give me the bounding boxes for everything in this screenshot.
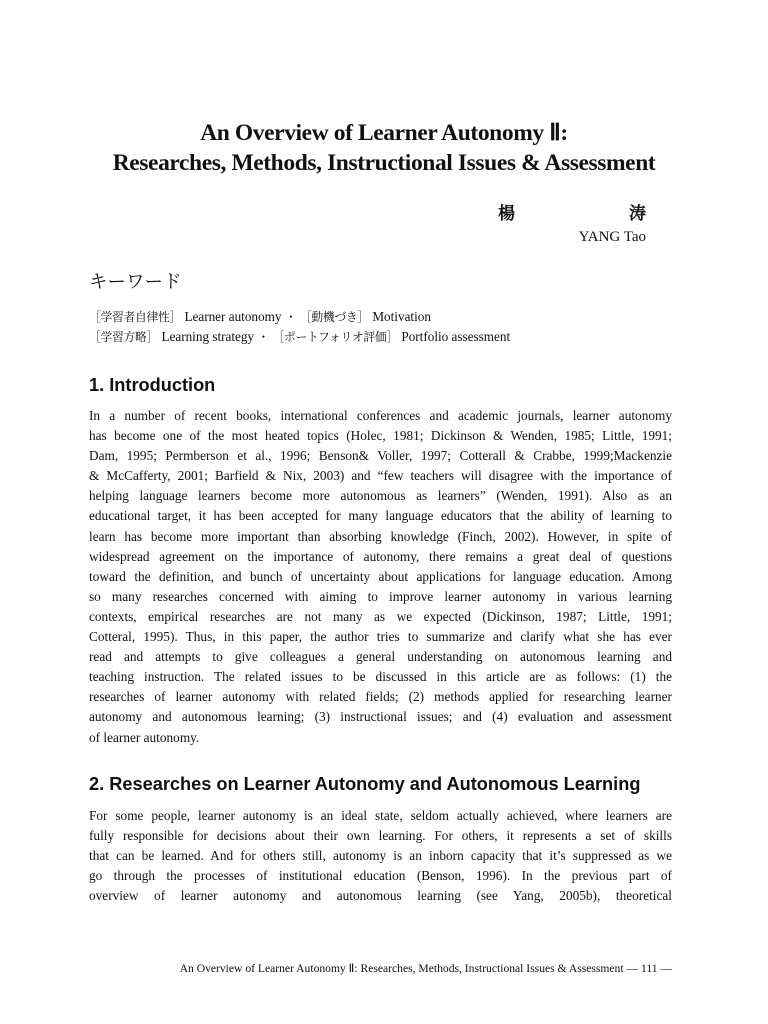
text-line: go through the processes of institutional education (Benson, 1996). In the previous part of [89, 868, 672, 884]
keyword-separator: ・ [257, 330, 270, 344]
section-heading-researches: 2. Researches on Learner Autonomy and Autonomous Learning [89, 774, 641, 794]
author-given-name: 涛 [629, 204, 646, 224]
text-line: helping language learners become more autonomous as learners” (Wenden, 1991). Also as an [89, 488, 672, 504]
text-line: read and attempts to give colleagues a general understanding on autonomous learning and [89, 649, 672, 665]
keyword-ja: ［学習方略］ [89, 330, 158, 344]
text-line: educational target, it has been accepted for many language educators that the ability of learning to [89, 508, 672, 524]
page-footer [0, 961, 672, 977]
keyword-en: Motivation [372, 309, 431, 324]
paper-title [0, 118, 768, 178]
keyword-en: Learning strategy [161, 329, 255, 344]
keyword-separator: ・ [284, 310, 297, 324]
text-line: widespread agreement on the importance of autonomy, there remains a great deal of questions [89, 548, 672, 564]
text-line: overview of learner autonomy and autonomous learning (see Yang, 2005b), theoretical [89, 888, 672, 904]
keywords-heading: キーワード [89, 272, 182, 293]
keyword-en: Portfolio assessment [401, 329, 511, 344]
text-line: that can be learned. And for others still, autonomy is an inborn capacity that it’s suppressed as we [89, 848, 672, 864]
text-line: of learner autonomy. [89, 729, 200, 745]
text-line: teaching instruction. The related issues to be discussed in this article are as follows: (1) the [89, 669, 672, 685]
author-family-name: 楊 [498, 204, 515, 224]
introduction-paragraph [89, 406, 672, 748]
keyword-ja: ［動機づき］ [299, 310, 369, 324]
section-heading-introduction: 1. Introduction [89, 375, 216, 395]
researches-paragraph [89, 806, 672, 906]
text-line: so many researches concerned with aiming to improve learner autonomy in various learning [89, 588, 672, 604]
text-line: fully responsible for decisions about their own learning. For others, it represents a set of skills [89, 828, 672, 844]
text-line: learn has become more important than absorbing knowledge (Finch, 2002). However, in spite of [89, 528, 672, 544]
text-line: has become one of the most heated topics (Holec, 1981; Dickinson & Wenden, 1985; Little, 1991; [89, 428, 672, 444]
author-name-english: YANG Tao [578, 229, 646, 245]
text-line: toward the definition, and bunch of uncertainty about applications for language education. Among [89, 568, 672, 584]
text-line: Cotteral, 1995). Thus, in this paper, the author tries to summarize and clarify what she has ever [89, 629, 672, 645]
page-number: — 111 — [626, 962, 672, 975]
keyword-ja: ［ポートフォリオ評価］ [272, 330, 398, 344]
text-line: In a number of recent books, international conferences and academic journals, learner autonomy [89, 408, 672, 423]
title-line-2: Researches, Methods, Instructional Issues & Assessment [112, 150, 656, 176]
keyword-en: Learner autonomy [184, 309, 282, 324]
keywords-line-2 [89, 328, 510, 346]
text-line: autonomy and autonomous learning; (3) instructional issues; and (4) evaluation and assessment [89, 709, 672, 725]
text-line: For some people, learner autonomy is an ideal state, seldom actually achieved, where learners are [89, 808, 672, 823]
text-line: contexts, empirical researches are not many as we expected (Dickinson, 1987; Little, 1991; [89, 608, 672, 624]
text-line: researches of learner autonomy with related fields; (2) methods applied for researching learner [89, 689, 672, 705]
text-line: Dam, 1995; Permberson et al., 1996; Benson& Voller, 1997; Cotterall & Crabbe, 1999;Mackenzie [89, 448, 672, 464]
text-line: & McCafferty, 2001; Barfield & Nix, 2003) and “few teachers will disagree with the importance of [89, 468, 672, 484]
keyword-ja: ［学習者自律性］ [89, 310, 181, 324]
author-name-japanese [498, 203, 646, 225]
title-line-1: An Overview of Learner Autonomy Ⅱ: [200, 120, 568, 146]
running-title: An Overview of Learner Autonomy Ⅱ: Researches, Methods, Instructional Issues & Assessment [179, 962, 624, 975]
keywords-line-1 [89, 308, 431, 326]
